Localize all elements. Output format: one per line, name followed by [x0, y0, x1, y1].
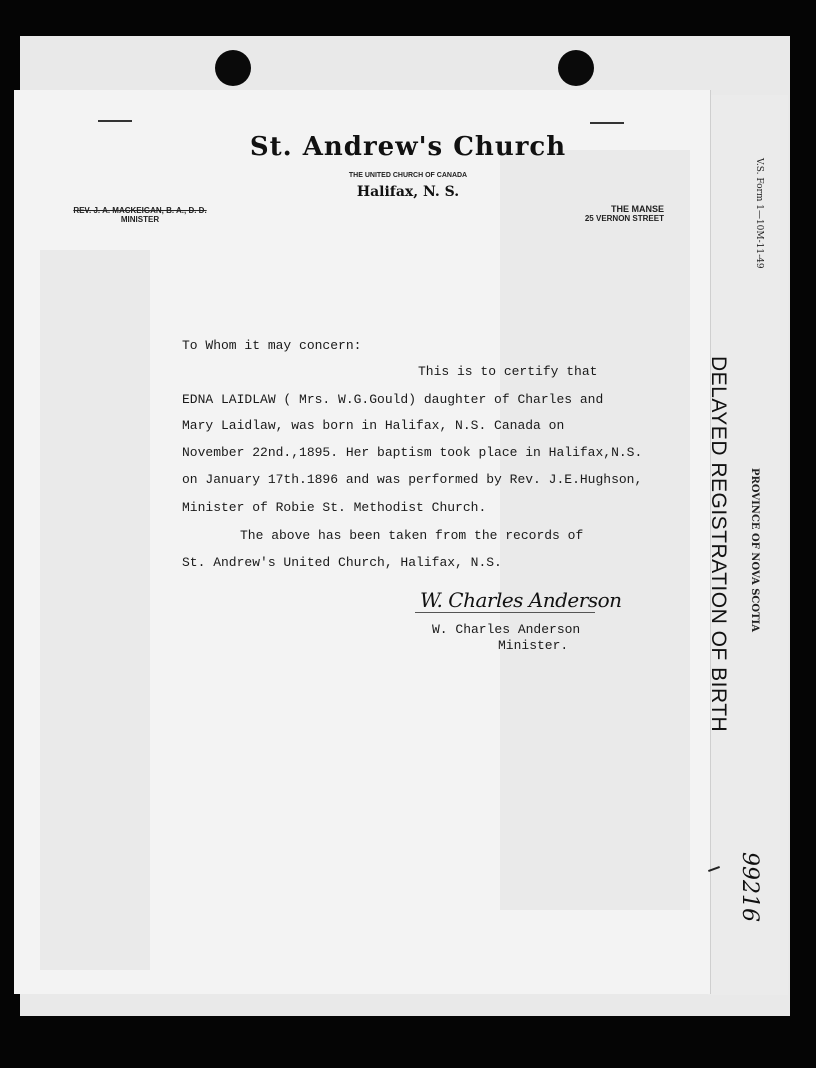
signer-title: Minister. [498, 638, 569, 653]
punch-hole-right [558, 50, 594, 86]
letter-line: EDNA LAIDLAW ( Mrs. W.G.Gould) daughter of Charles and [182, 392, 604, 407]
letterhead-church-name: St. Andrew's Church [249, 132, 567, 162]
former-minister-name: REV. J. A. MACKEIGAN, B. A., D. D. [73, 206, 207, 215]
registration-title-text: DELAYED REGISTRATION OF BIRTH [707, 356, 730, 733]
header-left-block [60, 206, 220, 224]
header-right-block [560, 204, 664, 223]
signature-stroke [415, 612, 595, 613]
province-text: PROVINCE OF NOVA SCOTIA [749, 468, 760, 632]
letterhead-city: Halifax, N. S. [356, 184, 460, 200]
form-code-text: V.S. Form 1—10M-11-49 [754, 158, 764, 269]
manse-address: 25 VERNON STREET [584, 214, 664, 223]
fold-mark-left [98, 120, 132, 122]
letter-line: Minister of Robie St. Methodist Church. [182, 500, 487, 515]
letter-line: This is to certify that [418, 364, 598, 379]
punch-hole-left [215, 50, 251, 86]
salutation: To Whom it may concern: [182, 338, 362, 353]
letter-line: November 22nd.,1895. Her baptism took place in Halifax,N.S. [182, 445, 643, 460]
bleed-through [40, 250, 150, 970]
letterhead-subtitle: THE UNITED CHURCH OF CANADA [348, 172, 468, 179]
former-minister-role: MINISTER [120, 215, 160, 224]
fold-mark-right [590, 122, 624, 124]
manse-label: THE MANSE [610, 204, 664, 214]
handwritten-signature: W. Charles Anderson [420, 588, 622, 612]
letter-line: Mary Laidlaw, was born in Halifax, N.S. Canada on [182, 418, 565, 433]
letter-line: The above has been taken from the records of [240, 528, 584, 543]
letter-line: St. Andrew's United Church, Halifax, N.S. [182, 555, 502, 570]
signer-name: W. Charles Anderson [432, 622, 581, 637]
form-code-vertical [750, 158, 764, 298]
registration-number-text: 99216 [737, 852, 762, 922]
letter-line: on January 17th.1896 and was performed by Rev. J.E.Hughson, [182, 472, 643, 487]
